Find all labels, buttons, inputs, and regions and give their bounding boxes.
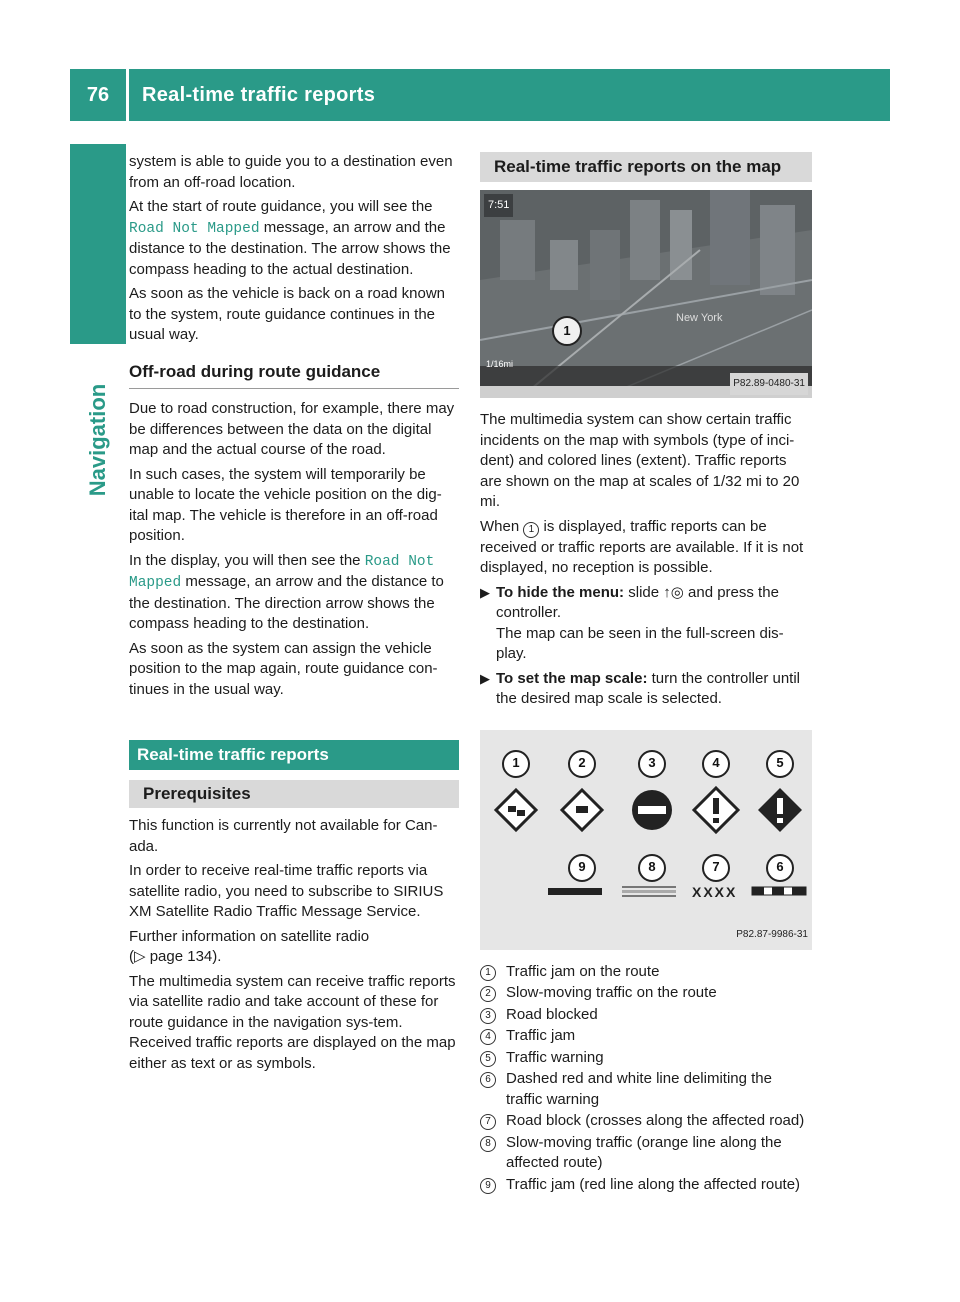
traffic-symbol-set <box>480 730 812 950</box>
step-label: To set the map scale: <box>496 669 648 687</box>
step-arrow-icon: ▶ <box>480 670 490 686</box>
text-fragment: slide <box>624 583 664 601</box>
side-tab-block <box>70 144 126 344</box>
symbol-number: 4 <box>702 750 730 778</box>
legend-number: 6 <box>480 1072 496 1088</box>
traffic-jam-icon <box>694 788 738 832</box>
symbol-number: 9 <box>568 854 596 882</box>
page-number: 76 <box>86 83 110 106</box>
traffic-warning-icon <box>758 788 802 832</box>
prerequisites-heading: Prerequisites <box>129 780 459 808</box>
text-fragment: message, an arrow and the distance to the destination. The arrow shows the compass heading to the actual destination. <box>129 218 451 278</box>
image-code: P82.89-0480-31 <box>730 373 808 396</box>
legend-text: Traffic warning <box>506 1048 604 1066</box>
header-divider <box>126 69 129 121</box>
text-fragment: message, an arrow and the distance to the destination. The direction arrow shows the compass heading to the destination. <box>129 573 444 632</box>
intro-paragraph-1: system is able to guide you to a destination even from an off-road location. <box>129 153 453 191</box>
text-fragment: is displayed, traffic reports can be received or traffic reports are available. If it is not displayed, no reception is possible. <box>480 517 804 576</box>
legend-item <box>480 1005 812 1026</box>
image-code: P82.87-9986-31 <box>736 929 808 940</box>
legend-text: Slow-moving traffic on the route <box>506 984 717 1001</box>
page-reference-link[interactable]: (▷ page 134). <box>129 948 222 965</box>
traffic-reception-marker: 1 <box>552 316 582 346</box>
legend-text: Dashed red and white line delimiting the traffic warning <box>506 1070 772 1108</box>
step-arrow-icon: ▶ <box>480 584 490 600</box>
offroad-heading: Off-road during route guidance <box>129 362 459 390</box>
map-clock: 7:51 <box>484 194 513 217</box>
legend-item <box>480 1111 812 1132</box>
controller-slide-icon: ↑◎ <box>663 583 684 601</box>
slow-traffic-line-icon <box>622 886 676 897</box>
road-block-crosses-icon: XXXX <box>692 883 738 900</box>
step-note: The map can be seen in the full-screen dis-play. <box>496 624 784 662</box>
intro-paragraph-2 <box>129 197 459 280</box>
legend-number: 4 <box>480 1029 496 1045</box>
map-paragraph-2 <box>480 517 812 579</box>
map-screenshot <box>480 190 812 398</box>
legend-item <box>480 1069 812 1110</box>
map-city-label: New York <box>676 312 723 324</box>
left-column <box>129 152 459 1078</box>
map-paragraph-1: The multimedia system can show certain traffic incidents on the map with symbols (type of inci-dent) and colored lines (extent). Traffic reports are shown on the map at scales of 1/32 mi to 20 mi. <box>480 411 800 510</box>
step-label: To hide the menu: <box>496 583 625 601</box>
right-column <box>480 152 812 1196</box>
offroad-paragraph-1: Due to road construction, for example, there may be differences between the data on the digital map and the actual course of the road. <box>129 400 455 458</box>
prereq-paragraph-3 <box>129 927 459 968</box>
page-title: Real-time traffic reports <box>142 83 376 106</box>
road-blocked-icon <box>632 790 672 830</box>
symbol-number: 5 <box>766 750 794 778</box>
map-scale-readout: 1/16mi <box>486 358 514 369</box>
traffic-jam-line-icon <box>548 888 602 895</box>
traffic-symbols-figure <box>480 730 812 950</box>
legend-item <box>480 1133 812 1174</box>
legend-text: Road block (crosses along the affected road) <box>506 1112 805 1129</box>
traffic-jam-route-icon <box>496 790 536 830</box>
legend-item <box>480 962 812 983</box>
intro-paragraph-3: As soon as the vehicle is back on a road known to the system, route guidance continues in the usual way. <box>129 285 446 343</box>
legend-text: Slow-moving traffic (orange line along the affected route) <box>506 1133 782 1171</box>
callout-number: 1 <box>523 522 539 538</box>
prereq-paragraph-2: In order to receive real-time traffic reports via satellite radio, you need to subscribe to SIRIUS XM Satellite Radio Traffic Message Service. <box>129 862 444 920</box>
map-section-heading: Real-time traffic reports on the map <box>480 152 812 182</box>
offroad-paragraph-4: As soon as the system can assign the vehicle position to the map again, route guidance con-tinues in the usual way. <box>129 639 438 698</box>
page-header <box>70 69 890 121</box>
symbol-number: 2 <box>568 750 596 778</box>
map-illustration <box>480 190 812 398</box>
prereq-paragraph-1: This function is currently not available for Can-ada. <box>129 817 438 855</box>
symbol-number: 3 <box>638 750 666 778</box>
legend-text: Road blocked <box>506 1005 598 1023</box>
legend-number: 7 <box>480 1114 496 1130</box>
symbol-legend <box>480 962 812 1196</box>
legend-number: 5 <box>480 1051 496 1067</box>
legend-number: 2 <box>480 986 496 1002</box>
symbol-number: 8 <box>638 854 666 882</box>
text-fragment: and press the controller. <box>496 583 779 621</box>
legend-text: Traffic jam <box>506 1027 576 1044</box>
legend-number: 8 <box>480 1136 496 1152</box>
step-hide-menu <box>480 583 812 665</box>
symbol-number: 6 <box>766 854 794 882</box>
legend-item <box>480 983 812 1004</box>
step-set-map-scale <box>480 669 812 710</box>
display-message-road-not-mapped: Road Not Mapped <box>129 220 260 237</box>
dashed-warning-line-icon <box>752 887 806 895</box>
symbol-number: 1 <box>502 750 530 778</box>
legend-number: 1 <box>480 965 496 981</box>
text-fragment: At the start of route guidance, you will see the <box>129 198 433 215</box>
text-fragment: In the display, you will then see the <box>129 551 365 569</box>
side-tab-label: Navigation <box>85 383 110 497</box>
side-tab <box>80 370 116 510</box>
legend-item <box>480 1175 812 1196</box>
offroad-paragraph-3 <box>129 551 459 635</box>
legend-item <box>480 1048 812 1069</box>
section-band-traffic-reports: Real-time traffic reports <box>129 740 459 770</box>
offroad-paragraph-2: In such cases, the system will temporarily be unable to locate the vehicle position on the dig-ital map. The vehicle is therefore in an off-road position. <box>129 465 442 544</box>
text-fragment: When <box>480 517 524 535</box>
symbol-number: 7 <box>702 854 730 882</box>
legend-text: Traffic jam on the route <box>506 962 660 980</box>
text-fragment: Further information on satellite radio <box>129 927 370 945</box>
text-fragment: turn the controller until the desired map scale is selected. <box>496 669 801 707</box>
legend-number: 9 <box>480 1178 496 1194</box>
legend-number: 3 <box>480 1008 496 1024</box>
prereq-paragraph-4: The multimedia system can receive traffic reports via satellite radio and take account of these for route guidance in the navigation sys-tem. Received traffic reports are displayed on the map either as text or as symbols. <box>129 972 456 1072</box>
legend-item <box>480 1026 812 1047</box>
slow-traffic-route-icon <box>562 790 602 830</box>
legend-text: Traffic jam (red line along the affected route) <box>506 1175 801 1193</box>
display-message-road-not-mapped: Road Not Mapped <box>129 553 435 591</box>
